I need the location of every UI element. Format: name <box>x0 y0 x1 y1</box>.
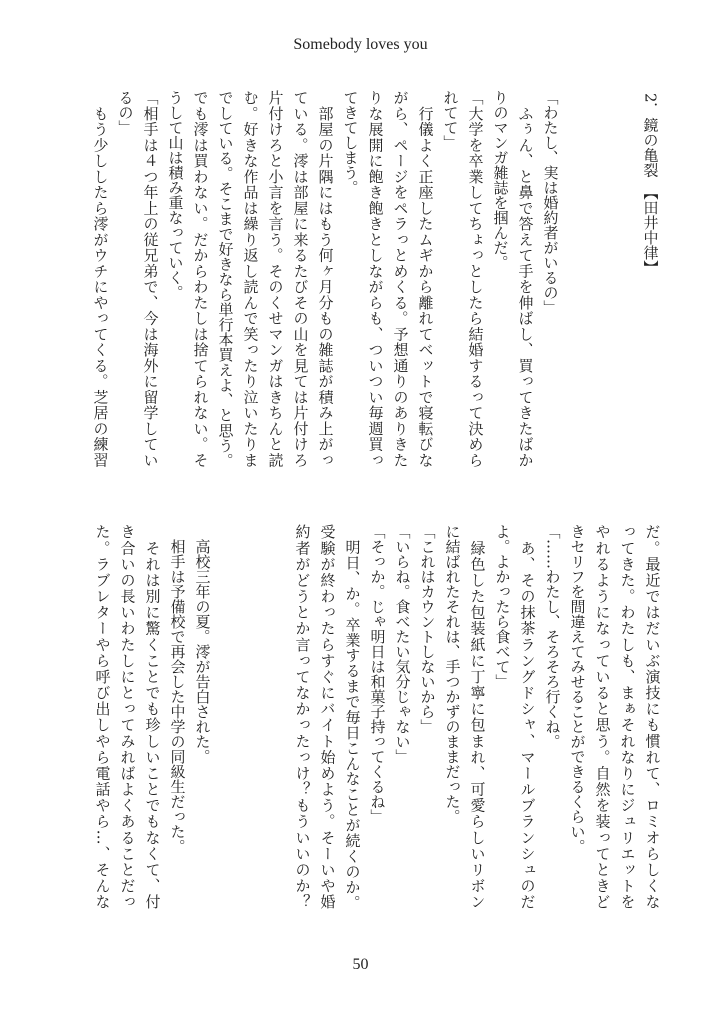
text-line: でも澪は買わない。だからわたしは捨てられない。そ <box>191 90 210 468</box>
text-line: でしている。そこまで好きなら単行本買えよ、と思う。 <box>216 90 235 468</box>
text-line: りな展開に飽き飽きとしながらも、ついつい毎週買っ <box>366 90 385 468</box>
text-line: 約者がどうとか言ってなかったっけ？もういいのか？ <box>293 524 312 910</box>
text-line: うして山は積み重なっていく。 <box>166 90 185 300</box>
text-line: む。好きな作品は繰り返し読んで笑ったり泣いたりま <box>241 90 260 468</box>
text-line: ってきた。わたしも、まぁそれなりにジュリエットを <box>618 524 637 910</box>
text-line: ふぅん、と鼻で答えて手を伸ばし、買ってきたばか <box>516 90 535 468</box>
text-line: 緑色した包装紙に丁寧に包まれ、可愛らしいリボン <box>468 524 487 910</box>
text-line: 「大学を卒業してちょっとしたら結婚するって決めら <box>466 90 485 468</box>
text-line: やれるようになっていると思う。自然を装ってときど <box>593 524 612 910</box>
text-line: ている。澪は部屋に来るたびその山を見ては片付けろ <box>291 90 310 468</box>
text-line: 明日、か。卒業するまで毎日こんなことが続くのか。 <box>343 524 362 910</box>
running-header: Somebody loves you <box>293 36 428 53</box>
text-line: きセリフを間違えてみせることができるくらい。 <box>568 524 587 854</box>
text-line: れてて」 <box>441 90 460 150</box>
page-number: 50 <box>352 956 369 973</box>
text-line: それは別に驚くことでも珍しいことでもなくて、付 <box>143 524 162 910</box>
text-line: 「……わたし、そろそろ行くね。 <box>543 524 562 749</box>
text-line: 受験が終わったらすぐにバイト始めよう。そーいや婚 <box>318 524 337 910</box>
text-line: 「これはカウントしないから」 <box>418 524 437 734</box>
text-line: 「そっか。じゃ明日は和菓子持ってくるね」 <box>368 524 387 824</box>
text-line: よ。よかったら食べて」 <box>493 524 512 689</box>
text-line: 「わたし、実は婚約者がいるの」 <box>541 90 560 315</box>
text-line: に結ばれたそれは、手つかずのままだった。 <box>443 524 462 824</box>
text-line: 相手は予備校で再会した中学の同級生だった。 <box>168 524 187 854</box>
text-line: がら、ページをペラっとめくる。予想通りのありきた <box>391 90 410 468</box>
text-line: き合いの長いわたしにとってみればよくあることだっ <box>118 524 137 910</box>
text-line: てきてしまう。 <box>341 90 360 195</box>
text-line: 行儀よく正座したムギから離れてベットで寝転びな <box>416 90 435 468</box>
text-line: 高校三年の夏。澪が告白された。 <box>193 524 212 764</box>
text-line: た。ラブレターやら呼び出しやら電話やら…、そんな <box>93 524 112 910</box>
text-line: 「いらね。食べたい気分じゃない」 <box>393 524 412 764</box>
text-line: 片付けろと小言を言う。そのくせマンガはきちんと読 <box>266 90 285 468</box>
text-line: 部屋の片隅にはもう何ヶ月分もの雑誌が積み上がっ <box>316 90 335 468</box>
text-line: るの」 <box>116 90 135 135</box>
text-line: あ、その抹茶ラングドシャ、マールブランシュのだ <box>518 524 537 910</box>
text-line: りのマンガ雑誌を掴んだ。 <box>491 90 510 270</box>
text-line: だ。最近ではだいぶ演技にも慣れて、ロミオらしくな <box>643 524 662 910</box>
text-line: もう少ししたら澪がウチにやってくる。芝居の練習 <box>91 90 110 468</box>
chapter-title: 2．鏡の亀裂 【田井中律】 <box>641 93 660 276</box>
text-line: 「相手は４つ年上の従兄弟で、今は海外に留学してい <box>141 90 160 468</box>
